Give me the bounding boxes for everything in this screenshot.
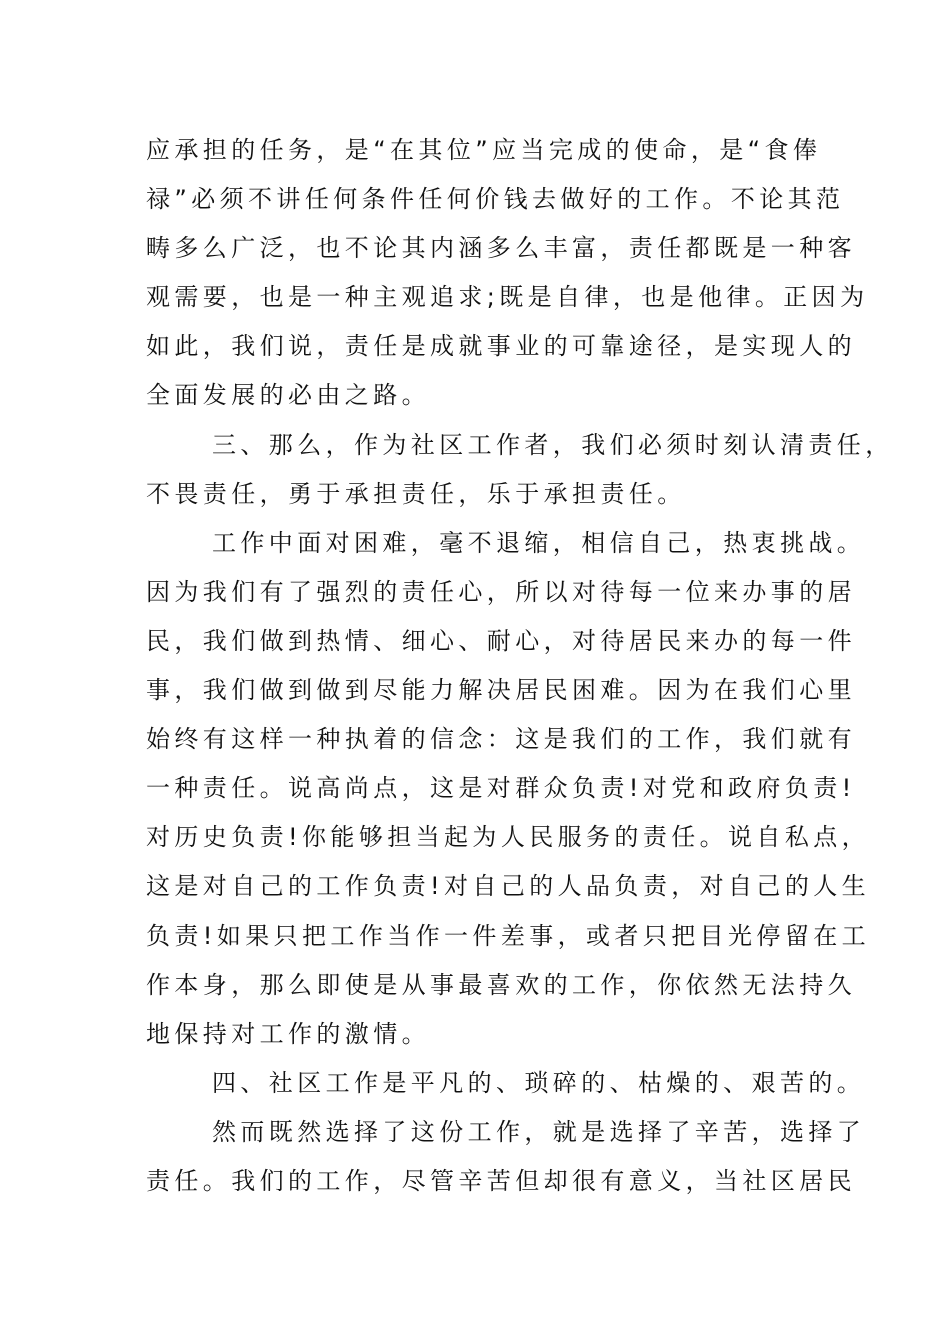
text-line: 因为我们有了强烈的责任心，所以对待每一位来办事的居 (146, 577, 856, 606)
text-line: 不畏责任，勇于承担责任，乐于承担责任。 (146, 479, 686, 508)
text-line: 应承担的任务，是“在其位”应当完成的使命，是“食俸 (146, 136, 822, 164)
text-line: 负责!如果只把工作当作一件差事，或者只把目光停留在工 (146, 921, 871, 950)
text-line: 然而既然选择了这份工作，就是选择了辛苦，选择了 (212, 1117, 866, 1146)
text-line: 如此，我们说，责任是成就事业的可靠途径，是实现人的 (146, 332, 856, 361)
text-line: 事，我们做到做到尽能力解决居民困难。因为在我们心里 (146, 676, 856, 705)
text-line: 这是对自己的工作负责!对自己的人品负责，对自己的人生 (146, 872, 871, 901)
text-line: 一种责任。说高尚点，这是对群众负责!对党和政府负责! (146, 774, 856, 803)
text-line: 工作中面对困难，毫不退缩，相信自己，热衷挑战。 (212, 528, 866, 557)
text-line: 禄”必须不讲任何条件任何价钱去做好的工作。不论其范 (146, 185, 845, 214)
text-line: 责任。我们的工作，尽管辛苦但却很有意义，当社区居民 (146, 1166, 856, 1195)
text-line: 畴多么广泛，也不论其内涵多么丰富，责任都既是一种客 (146, 234, 856, 263)
text-line: 观需要，也是一种主观追求;既是自律，也是他律。正因为 (146, 283, 869, 312)
text-line: 对历史负责!你能够担当起为人民服务的责任。说自私点， (146, 823, 871, 852)
text-line: 地保持对工作的激情。 (146, 1019, 430, 1048)
text-line: 始终有这样一种执着的信念：这是我们的工作，我们就有 (146, 725, 856, 754)
document-body (146, 126, 894, 1206)
text-line: 四、社区工作是平凡的、琐碎的、枯燥的、艰苦的。 (212, 1068, 866, 1097)
text-line: 全面发展的必由之路。 (146, 381, 430, 410)
text-line: 民，我们做到热情、细心、耐心，对待居民来办的每一件 (146, 626, 856, 655)
text-line: 三、那么，作为社区工作者，我们必须时刻认清责任， (212, 430, 894, 459)
text-line: 作本身，那么即使是从事最喜欢的工作，你依然无法持久 (146, 970, 856, 999)
